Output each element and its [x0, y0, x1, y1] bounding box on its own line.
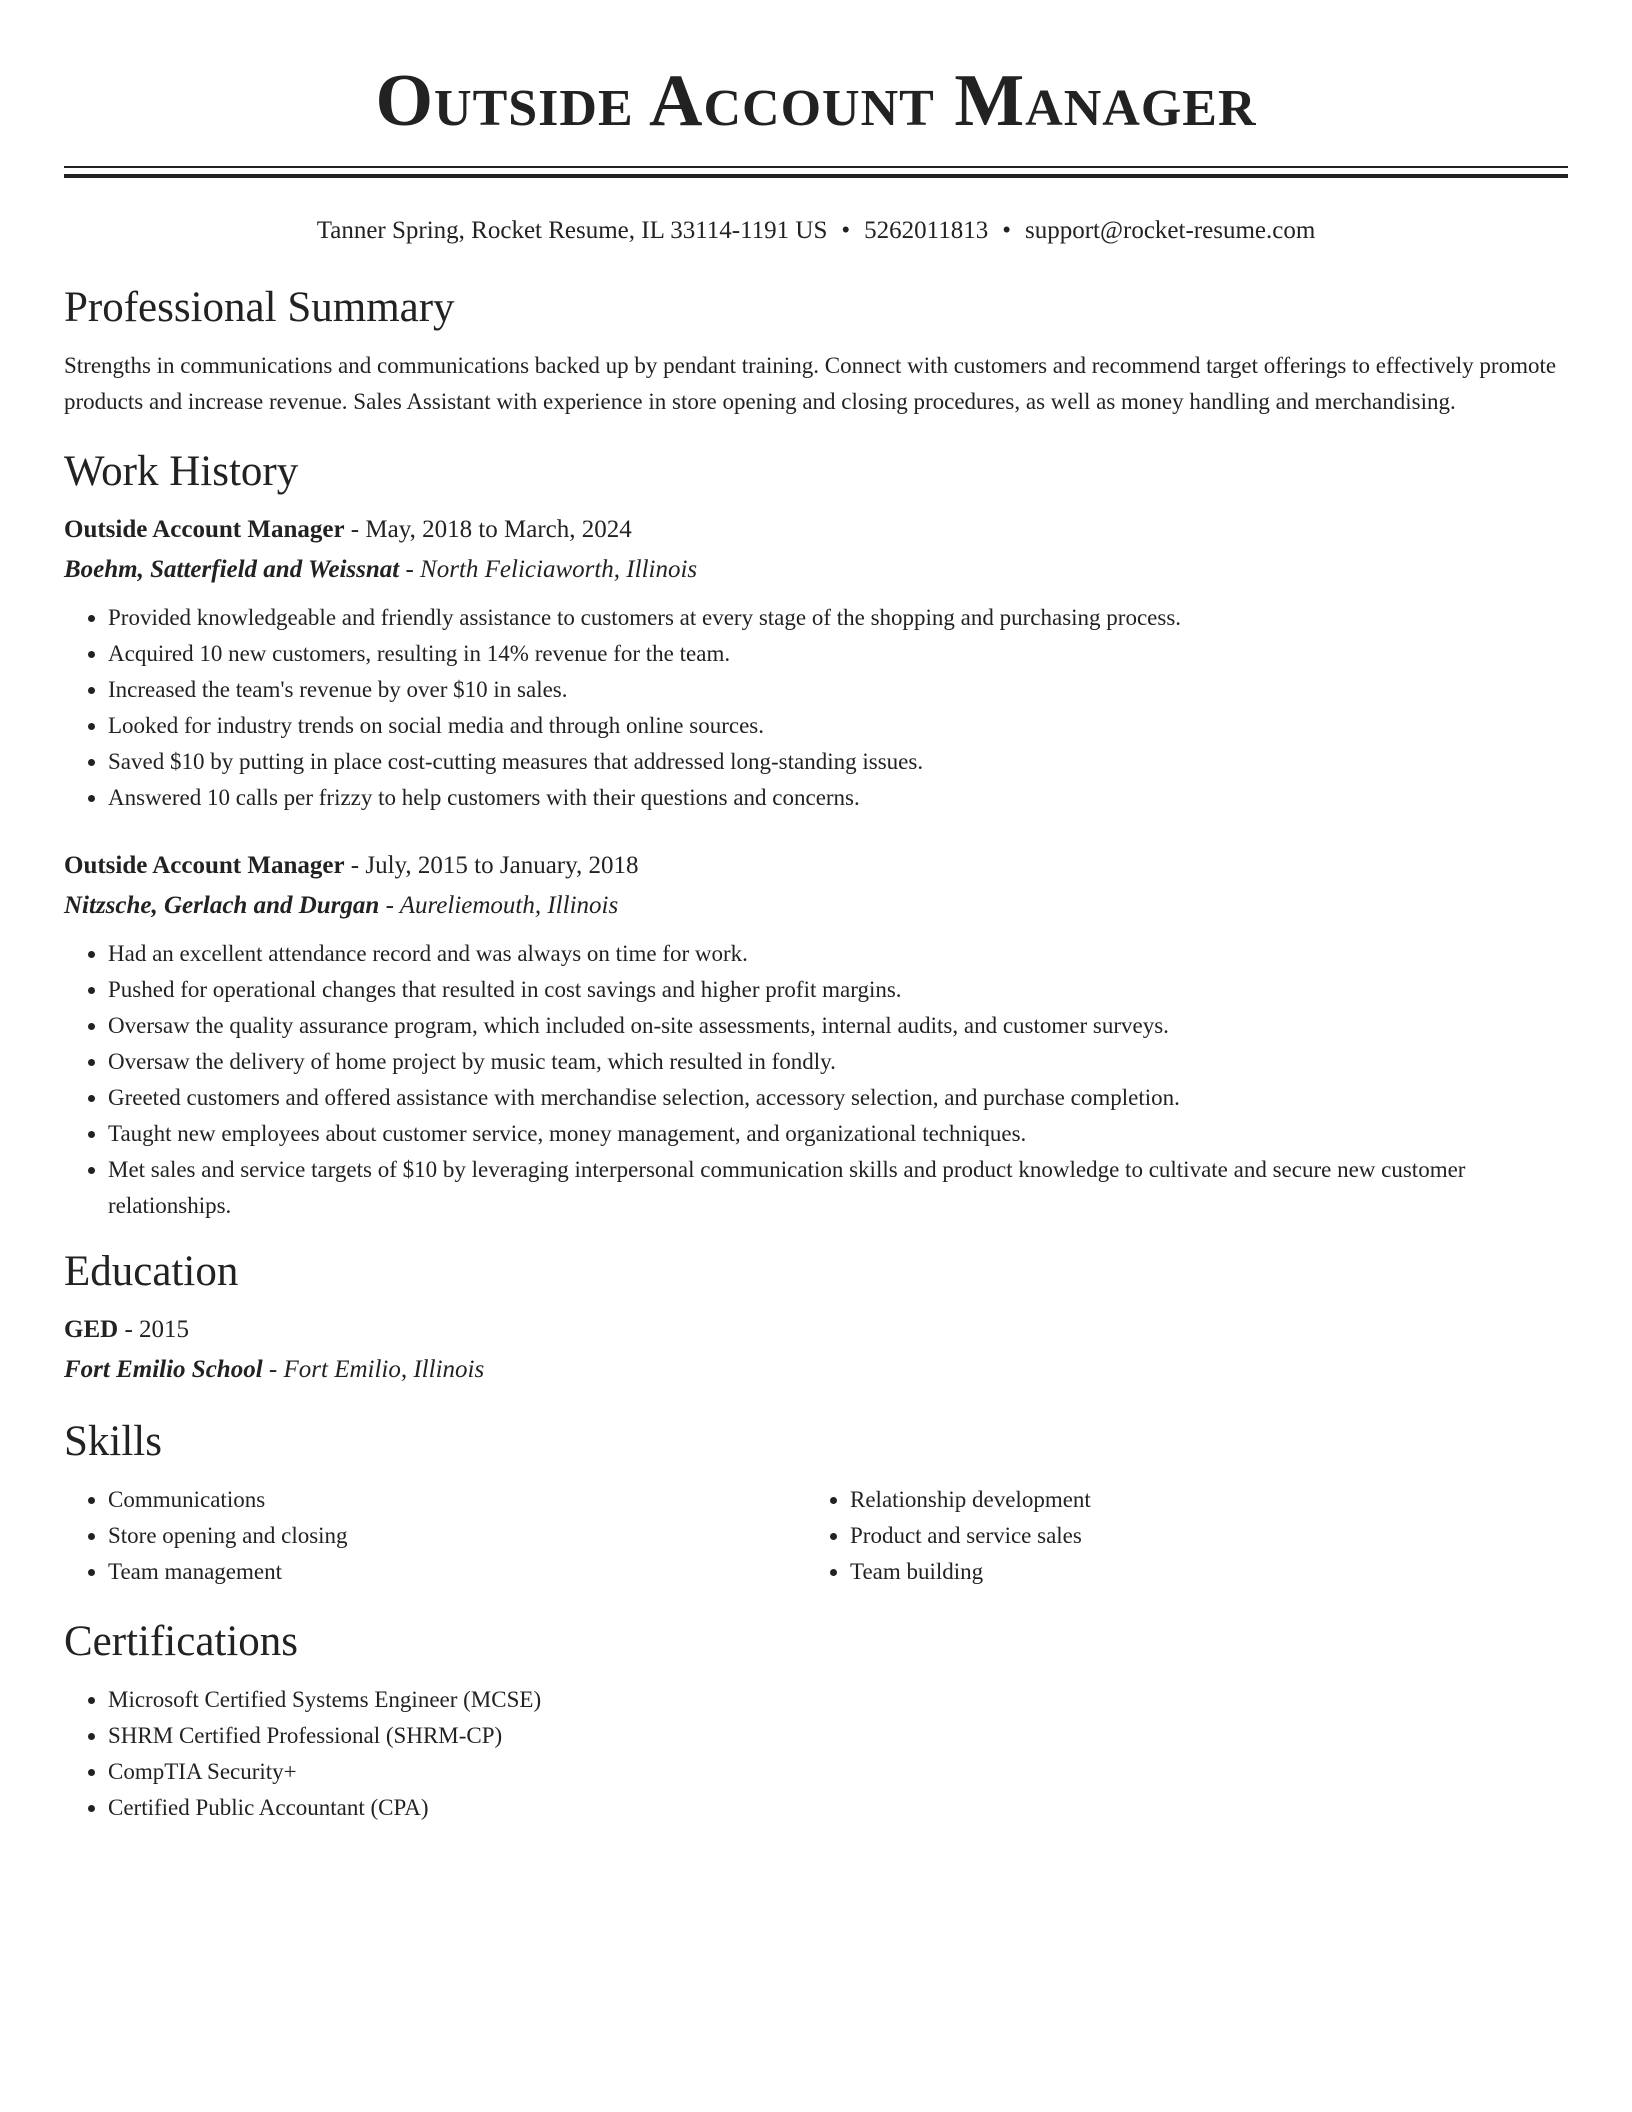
contact-address: Tanner Spring, Rocket Resume, IL 33114-1191 US [316, 217, 828, 244]
job-bullet: • Had an excellent attendance record and was always on time for work. [108, 936, 1568, 972]
contact-phone: 5262011813 [864, 217, 989, 244]
job-location: - North Feliciaworth, Illinois [399, 556, 698, 583]
skills-columns [64, 1482, 1568, 1590]
job-bullet: • Looked for industry trends on social media and through online sources. [108, 708, 1568, 744]
job-title: Outside Account Manager [64, 852, 345, 879]
job-entry [64, 510, 1568, 816]
education-school-line [64, 1350, 1568, 1390]
job-bullet: • Taught new employees about customer service, money management, and organizational techniques. [108, 1116, 1568, 1152]
job-company-line [64, 550, 1568, 590]
job-bullet: • Increased the team's revenue by over $10 in sales. [108, 672, 1568, 708]
job-title-line [64, 510, 1568, 550]
job-bullet: • Greeted customers and offered assistance with merchandise selection, accessory selection, and purchase completion. [108, 1080, 1568, 1116]
job-bullet: • Provided knowledgeable and friendly assistance to customers at every stage of the shopping and purchasing process. [108, 600, 1568, 636]
job-bullet: • Oversaw the delivery of home project by music team, which resulted in fondly. [108, 1044, 1568, 1080]
job-bullet: • Answered 10 calls per frizzy to help customers with their questions and concerns. [108, 780, 1568, 816]
education-year: - 2015 [118, 1316, 190, 1343]
job-entry [64, 846, 1568, 1224]
job-company: Boehm, Satterfield and Weissnat [64, 556, 400, 583]
job-bullet: • Acquired 10 new customers, resulting in 14% revenue for the team. [108, 636, 1568, 672]
job-company: Nitzsche, Gerlach and Durgan [64, 892, 380, 919]
skills-section [64, 1416, 1568, 1590]
certification-item: • CompTIA Security+ [108, 1754, 1568, 1790]
job-title: Outside Account Manager [64, 516, 345, 543]
education-degree-line [64, 1310, 1568, 1350]
certification-item: • Certified Public Accountant (CPA) [108, 1790, 1568, 1826]
job-bullet: • Pushed for operational changes that resulted in cost savings and higher profit margins. [108, 972, 1568, 1008]
skill-item: • Communications [108, 1482, 806, 1518]
certification-item: • SHRM Certified Professional (SHRM-CP) [108, 1718, 1568, 1754]
resume-title: Outside Account Manager [375, 60, 1257, 142]
job-title-line [64, 846, 1568, 886]
job-bullet: • Met sales and service targets of $10 by leveraging interpersonal communication skills and product knowledge to cultivate and secure new customer relationships. [108, 1152, 1568, 1224]
certification-item: • Microsoft Certified Systems Engineer (MCSE) [108, 1682, 1568, 1718]
skills-column-right [806, 1482, 1548, 1590]
skill-item: • Store opening and closing [108, 1518, 806, 1554]
contact-line [64, 214, 1568, 248]
skill-item: • Relationship development [850, 1482, 1548, 1518]
summary-heading: Professional Summary [64, 284, 455, 331]
job-bullets [64, 936, 1568, 1224]
job-dates: - July, 2015 to January, 2018 [344, 852, 639, 879]
title-rule-thin [64, 166, 1568, 168]
summary-text: Strengths in communications and communications backed up by pendant training. Connect with customers and recommend target offerings to effectively promote products and increase revenue. Sales Assistant with experience in store opening and closing procedures, as well as money handling and merchandising. [64, 353, 1557, 414]
certifications-section [64, 1616, 1568, 1826]
contact-email: support@rocket-resume.com [1024, 217, 1316, 244]
skill-item: • Team building [850, 1554, 1548, 1590]
certifications-heading: Certifications [64, 1618, 299, 1665]
education-school: Fort Emilio School [64, 1356, 263, 1383]
contact-separator: • [1002, 217, 1011, 244]
job-dates: - May, 2018 to March, 2024 [344, 516, 632, 543]
work-history-section [64, 446, 1568, 1224]
education-degree: GED [64, 1316, 119, 1343]
job-company-line [64, 886, 1568, 926]
education-section [64, 1246, 1568, 1390]
work-history-heading: Work History [64, 448, 299, 495]
skill-item: • Product and service sales [850, 1518, 1548, 1554]
job-location: - Aureliemouth, Illinois [379, 892, 619, 919]
job-bullets [64, 600, 1568, 816]
certifications-list [64, 1682, 1568, 1826]
education-heading: Education [64, 1248, 239, 1295]
job-bullet: • Saved $10 by putting in place cost-cutting measures that addressed long-standing issues. [108, 744, 1568, 780]
skills-heading: Skills [64, 1418, 162, 1465]
summary-section [64, 282, 1568, 420]
skill-item: • Team management [108, 1554, 806, 1590]
title-rule-thick [64, 174, 1568, 178]
job-bullet: • Oversaw the quality assurance program, which included on-site assessments, internal audits, and customer surveys. [108, 1008, 1568, 1044]
contact-separator: • [841, 217, 851, 244]
education-location: - Fort Emilio, Illinois [262, 1356, 485, 1383]
skills-column-left [64, 1482, 806, 1590]
